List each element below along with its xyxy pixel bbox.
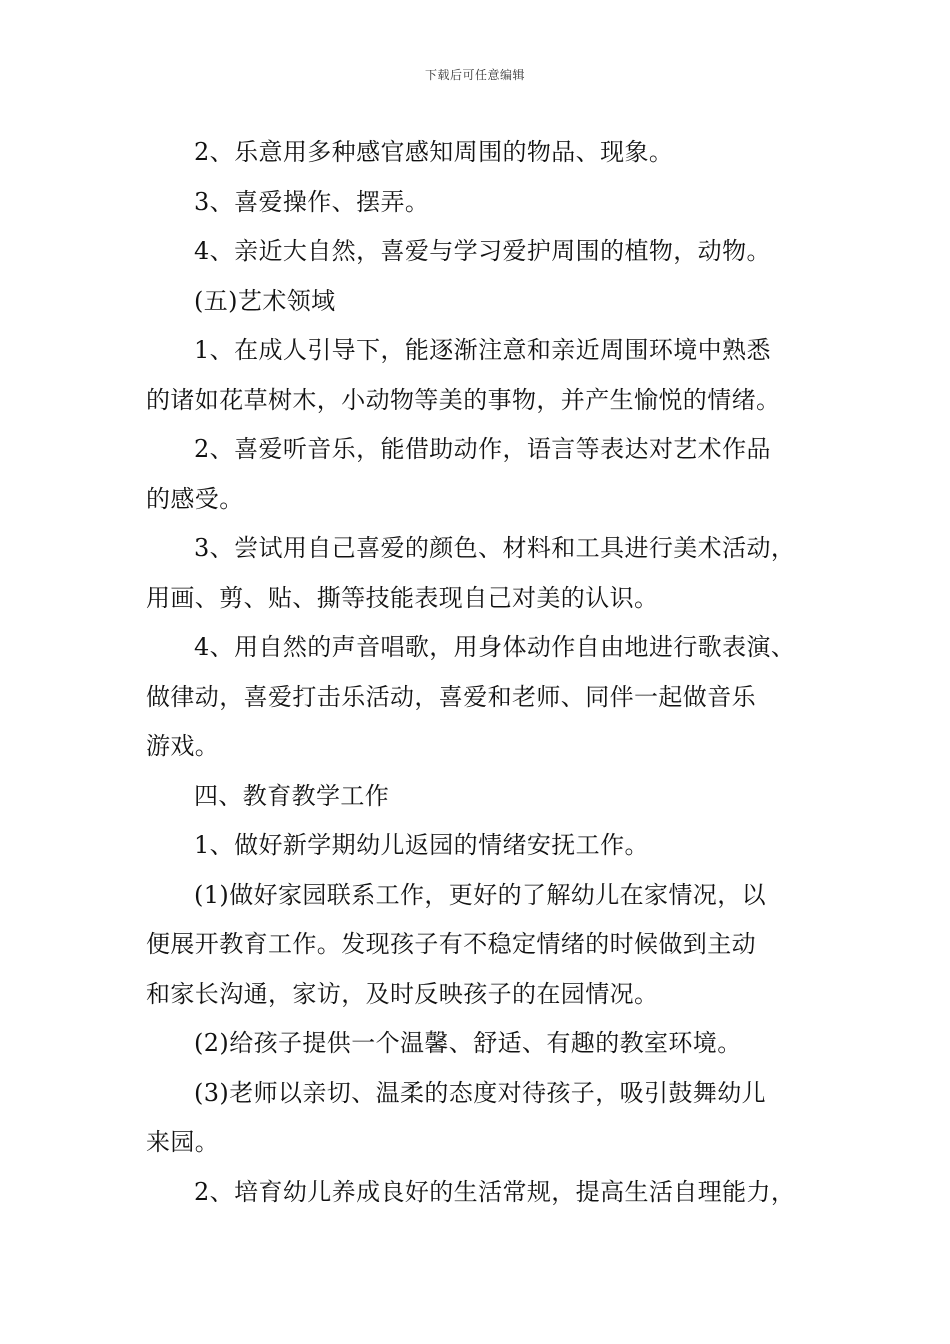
text-line: 2、乐意用多种感官感知周围的物品、现象。 (194, 138, 674, 166)
text-line: 4、用自然的声音唱歌，用身体动作自由地进行歌表演、 (194, 633, 796, 661)
text-line: 4、亲近大自然，喜爱与学习爱护周围的植物，动物。 (194, 237, 771, 265)
text-line: (2)给孩子提供一个温馨、舒适、有趣的教室环境。 (194, 1029, 742, 1057)
section-heading: (五)艺术领域 (194, 286, 336, 315)
text-line: 用画、剪、贴、撕等技能表现自己对美的认识。 (146, 583, 659, 612)
section-heading: 四、教育教学工作 (194, 781, 390, 810)
text-line: 2、培育幼儿养成良好的生活常规，提高生活自理能力， (194, 1177, 796, 1206)
text-line: 做律动，喜爱打击乐活动，喜爱和老师、同伴一起做音乐 (146, 682, 756, 711)
text-line: 游戏。 (146, 732, 220, 760)
text-line: 2、喜爱听音乐，能借助动作，语言等表达对艺术作品 (194, 435, 771, 463)
text-line: 来园。 (146, 1128, 220, 1156)
page-header: 下载后可任意编辑 (424, 68, 525, 82)
document-body (146, 128, 828, 1217)
text-line: 1、做好新学期幼儿返园的情绪安抚工作。 (194, 831, 649, 859)
text-line: (3)老师以亲切、温柔的态度对待孩子，吸引鼓舞幼儿 (194, 1078, 766, 1107)
text-line: 1、在成人引导下，能逐渐注意和亲近周围环境中熟悉 (194, 336, 771, 364)
text-line: 便展开教育工作。发现孩子有不稳定情绪的时候做到主动 (146, 930, 756, 958)
text-line: 的诸如花草树木，小动物等美的事物，并产生愉悦的情绪。 (146, 385, 781, 414)
text-line: (1)做好家园联系工作，更好的了解幼儿在家情况，以 (194, 880, 766, 909)
text-line: 和家长沟通，家访，及时反映孩子的在园情况。 (146, 979, 659, 1008)
text-line: 3、尝试用自己喜爱的颜色、材料和工具进行美术活动， (194, 534, 796, 562)
text-line: 3、喜爱操作、摆弄。 (194, 187, 430, 216)
text-line: 的感受。 (146, 484, 244, 513)
